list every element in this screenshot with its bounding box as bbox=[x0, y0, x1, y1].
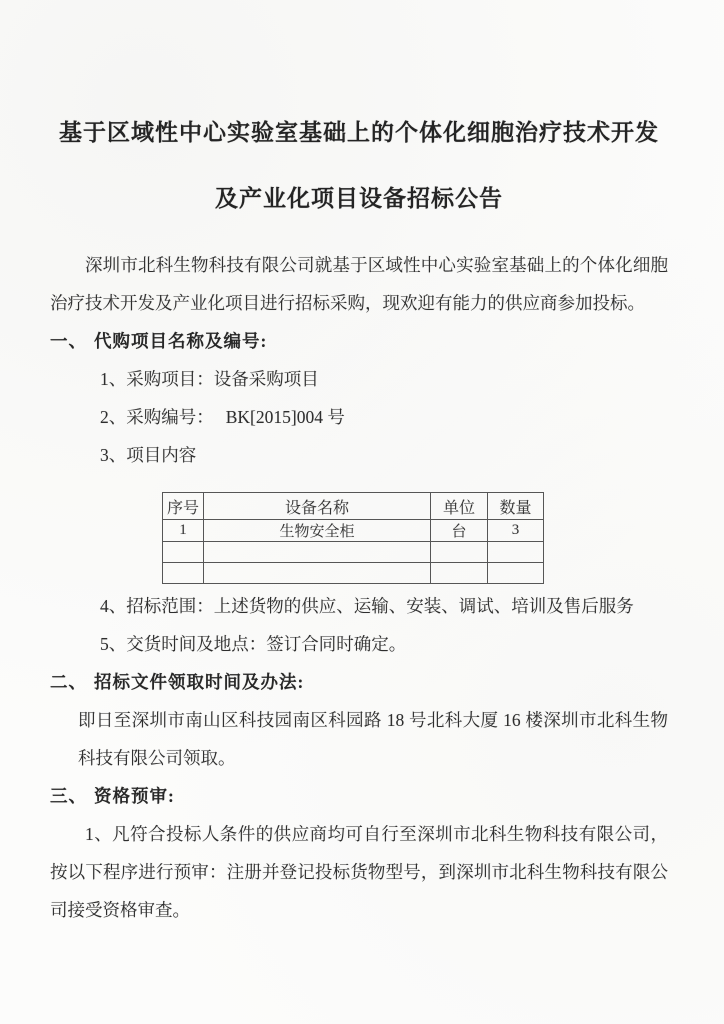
header-equipment-name: 设备名称 bbox=[204, 493, 431, 520]
table-row bbox=[163, 542, 544, 563]
section-2-marker: 二、 bbox=[50, 672, 87, 692]
cell-equipment-name bbox=[204, 563, 431, 584]
cell-unit bbox=[431, 563, 488, 584]
intro-paragraph: 深圳市北科生物科技有限公司就基于区域性中心实验室基础上的个体化细胞治疗技术开发及产业化项目进行招标采购，现欢迎有能力的供应商参加投标。 bbox=[50, 255, 668, 313]
section-1-heading bbox=[50, 322, 668, 360]
section-1-heading-text: 代购项目名称及编号: bbox=[94, 331, 268, 351]
section-3-body: 1、凡符合投标人条件的供应商均可自行至深圳市北科生物科技有限公司，按以下程序进行预审：注册并登记投标货物型号，到深圳市北科生物科技有限公司接受资格审查。 bbox=[50, 824, 668, 920]
cell-quantity: 3 bbox=[488, 520, 544, 542]
section-3-heading bbox=[50, 777, 668, 815]
document-title-line2: 及产业化项目设备招标公告 bbox=[215, 186, 503, 211]
cell-unit: 台 bbox=[431, 520, 488, 542]
equipment-table bbox=[162, 492, 544, 584]
section-1-marker: 一、 bbox=[50, 331, 87, 351]
section-2-body: 即日至深圳市南山区科技园南区科园路 18 号北科大厦 16 楼深圳市北科生物科技有限公司领取。 bbox=[78, 710, 668, 768]
document-title-line1: 基于区域性中心实验室基础上的个体化细胞治疗技术开发 bbox=[59, 120, 659, 145]
cell-equipment-name: 生物安全柜 bbox=[204, 520, 431, 542]
item-bid-scope: 4、招标范围：上述货物的供应、运输、安装、调试、培训及售后服务 bbox=[100, 596, 634, 616]
section-3-marker: 三、 bbox=[50, 786, 87, 806]
header-quantity: 数量 bbox=[488, 493, 544, 520]
section-3-heading-text: 资格预审: bbox=[94, 786, 175, 806]
table-header-row bbox=[163, 493, 544, 520]
cell-seq bbox=[163, 542, 204, 563]
purchase-number-value: BK[2015]004 号 bbox=[225, 407, 345, 427]
cell-seq bbox=[163, 563, 204, 584]
purchase-number-label: 2、采购编号： bbox=[100, 407, 214, 427]
section-2-heading bbox=[50, 663, 668, 701]
item-project-content: 3、项目内容 bbox=[100, 445, 197, 465]
cell-quantity bbox=[488, 563, 544, 584]
table-row bbox=[163, 563, 544, 584]
header-seq: 序号 bbox=[163, 493, 204, 520]
item-purchase-number bbox=[100, 398, 668, 436]
cell-seq: 1 bbox=[163, 520, 204, 542]
item-purchase-project: 1、采购项目：设备采购项目 bbox=[100, 369, 319, 389]
table-row bbox=[163, 520, 544, 542]
section-2-heading-text: 招标文件领取时间及办法: bbox=[94, 672, 305, 692]
cell-unit bbox=[431, 542, 488, 563]
cell-equipment-name bbox=[204, 542, 431, 563]
item-delivery: 5、交货时间及地点：签订合同时确定。 bbox=[100, 634, 407, 654]
header-unit: 单位 bbox=[431, 493, 488, 520]
cell-quantity bbox=[488, 542, 544, 563]
